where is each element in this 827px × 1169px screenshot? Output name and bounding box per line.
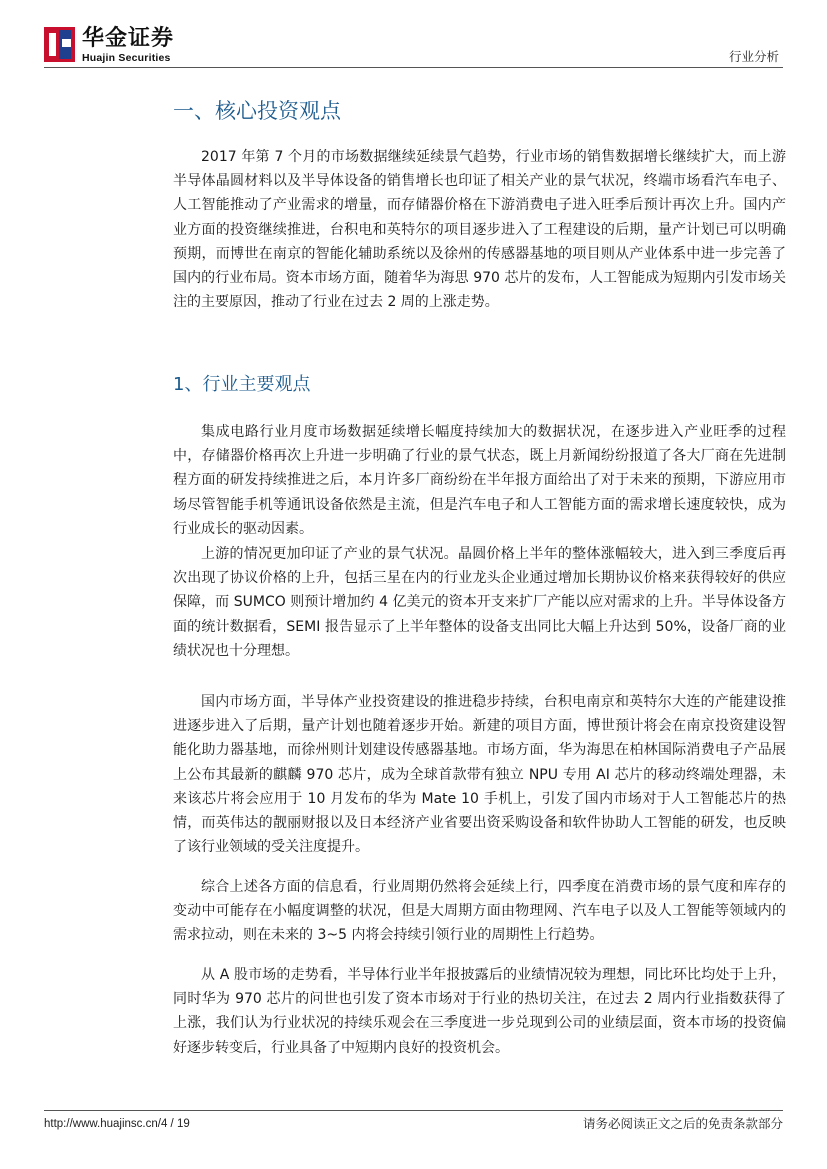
industry-paragraph-2: 上游的情况更加印证了产业的景气状况。晶圆价格上半年的整体涨幅较大，进入到三季度后再次出现了协议价格的上升，包括三星在内的行业龙头企业通过增加长期协议价格来获得较好的供应保障，而 SUMCO 则预计增加约 4 亿美元的资本开支来扩厂产能以应对需求的上升。半导体设备方面的统计数据看，SEMI 报告显示了上半年整体的设备支出同比大幅上升达到 50%，设备厂商的业绩状况也十分理想。	[173, 546, 786, 659]
brand-name-en: Huajin Securities	[82, 52, 171, 64]
footer-disclaimer: 请务必阅读正文之后的免责条款部分	[582, 1116, 783, 1131]
footer-url-page: http://www.huajinsc.cn/4 / 19	[44, 1118, 190, 1130]
industry-paragraph-1: 集成电路行业月度市场数据延续增长幅度持续加大的数据状况，在逐步进入产业旺季的过程中，存储器价格再次上升进一步明确了行业的景气状态，既上月新闻纷纷报道了各大厂商在先进制程方面的研发持续推进之后，本月许多厂商纷纷在半年报方面给出了对于未来的预期，下游应用市场尽管智能手机等通讯设备依然是主流，但是汽车电子和人工智能方面的需求增长速度较快，成为行业成长的驱动因素。	[173, 424, 786, 537]
industry-paragraph-4: 综合上述各方面的信息看，行业周期仍然将会延续上行，四季度在消费市场的景气度和库存的变动中可能存在小幅度调整的状况，但是大周期方面由物理网、汽车电子以及人工智能等领域内的需求拉动，则在未来的 3~5 内将会持续引领行业的周期性上行趋势。	[173, 879, 786, 944]
section-title-core-views: 一、核心投资观点	[173, 99, 341, 123]
page-header	[0, 0, 827, 70]
industry-paragraph-3: 国内市场方面，半导体产业投资建设的推进稳步持续，台积电南京和英特尔大连的产能建设推进逐步进入了后期，量产计划也随着逐步开始。新建的项目方面，博世预计将会在南京投资建设智能化助力器基地，而徐州则计划建设传感器基地。市场方面，华为海思在柏林国际消费电子产品展上公布其最新的麒麟 970 芯片，成为全球首款带有独立 NPU 专用 AI 芯片的移动终端处理器，未来该芯片将会应用于 10 月发布的华为 Mate 10 手机上，引发了国内市场对于人工智能芯片的热情，而英伟达的靓丽财报以及日本经济产业省要出资采购设备和软件协助人工智能的研发，也反映了该行业领域的受关注度提升。	[173, 694, 786, 856]
core-views-paragraph: 2017 年第 7 个月的市场数据继续延续景气趋势，行业市场的销售数据增长继续扩大，而上游半导体晶圆材料以及半导体设备的销售增长也印证了相关产业的景气状况，终端市场看汽车电子、人工智能推动了产业需求的增量，而存储器价格在下游消费电子进入旺季后预计再次上升。国内产业方面的投资继续推进，台积电和英特尔的项目逐步进入了工程建设的后期，量产计划已可以明确预期，而博世在南京的智能化辅助系统以及徐州的传感器基地的项目则从产业体系中进一步完善了国内的行业布局。资本市场方面，随着华为海思 970 芯片的发布，人工智能成为短期内引发市场关注的主要原因，推动了行业在过去 2 周的上涨走势。	[173, 149, 786, 311]
industry-paragraph-5: 从 A 股市场的走势看，半导体行业半年报披露后的业绩情况较为理想，同比环比均处于上升，同时华为 970 芯片的问世也引发了资本市场对于行业的热切关注，在过去 2 周内行业指数获得了上涨，我们认为行业状况的持续乐观会在三季度进一步兑现到公司的业绩层面，资本市场的投资偏好逐步转变后，行业具备了中短期内良好的投资机会。	[173, 967, 786, 1056]
header-divider	[44, 67, 783, 68]
document-type-label: 行业分析	[728, 49, 779, 64]
footer-divider	[44, 1110, 783, 1111]
brand-name-cn: 华金证券	[82, 26, 175, 51]
subsection-title-industry-views: 1、行业主要观点	[173, 374, 311, 395]
huajin-logo-icon	[44, 27, 75, 62]
